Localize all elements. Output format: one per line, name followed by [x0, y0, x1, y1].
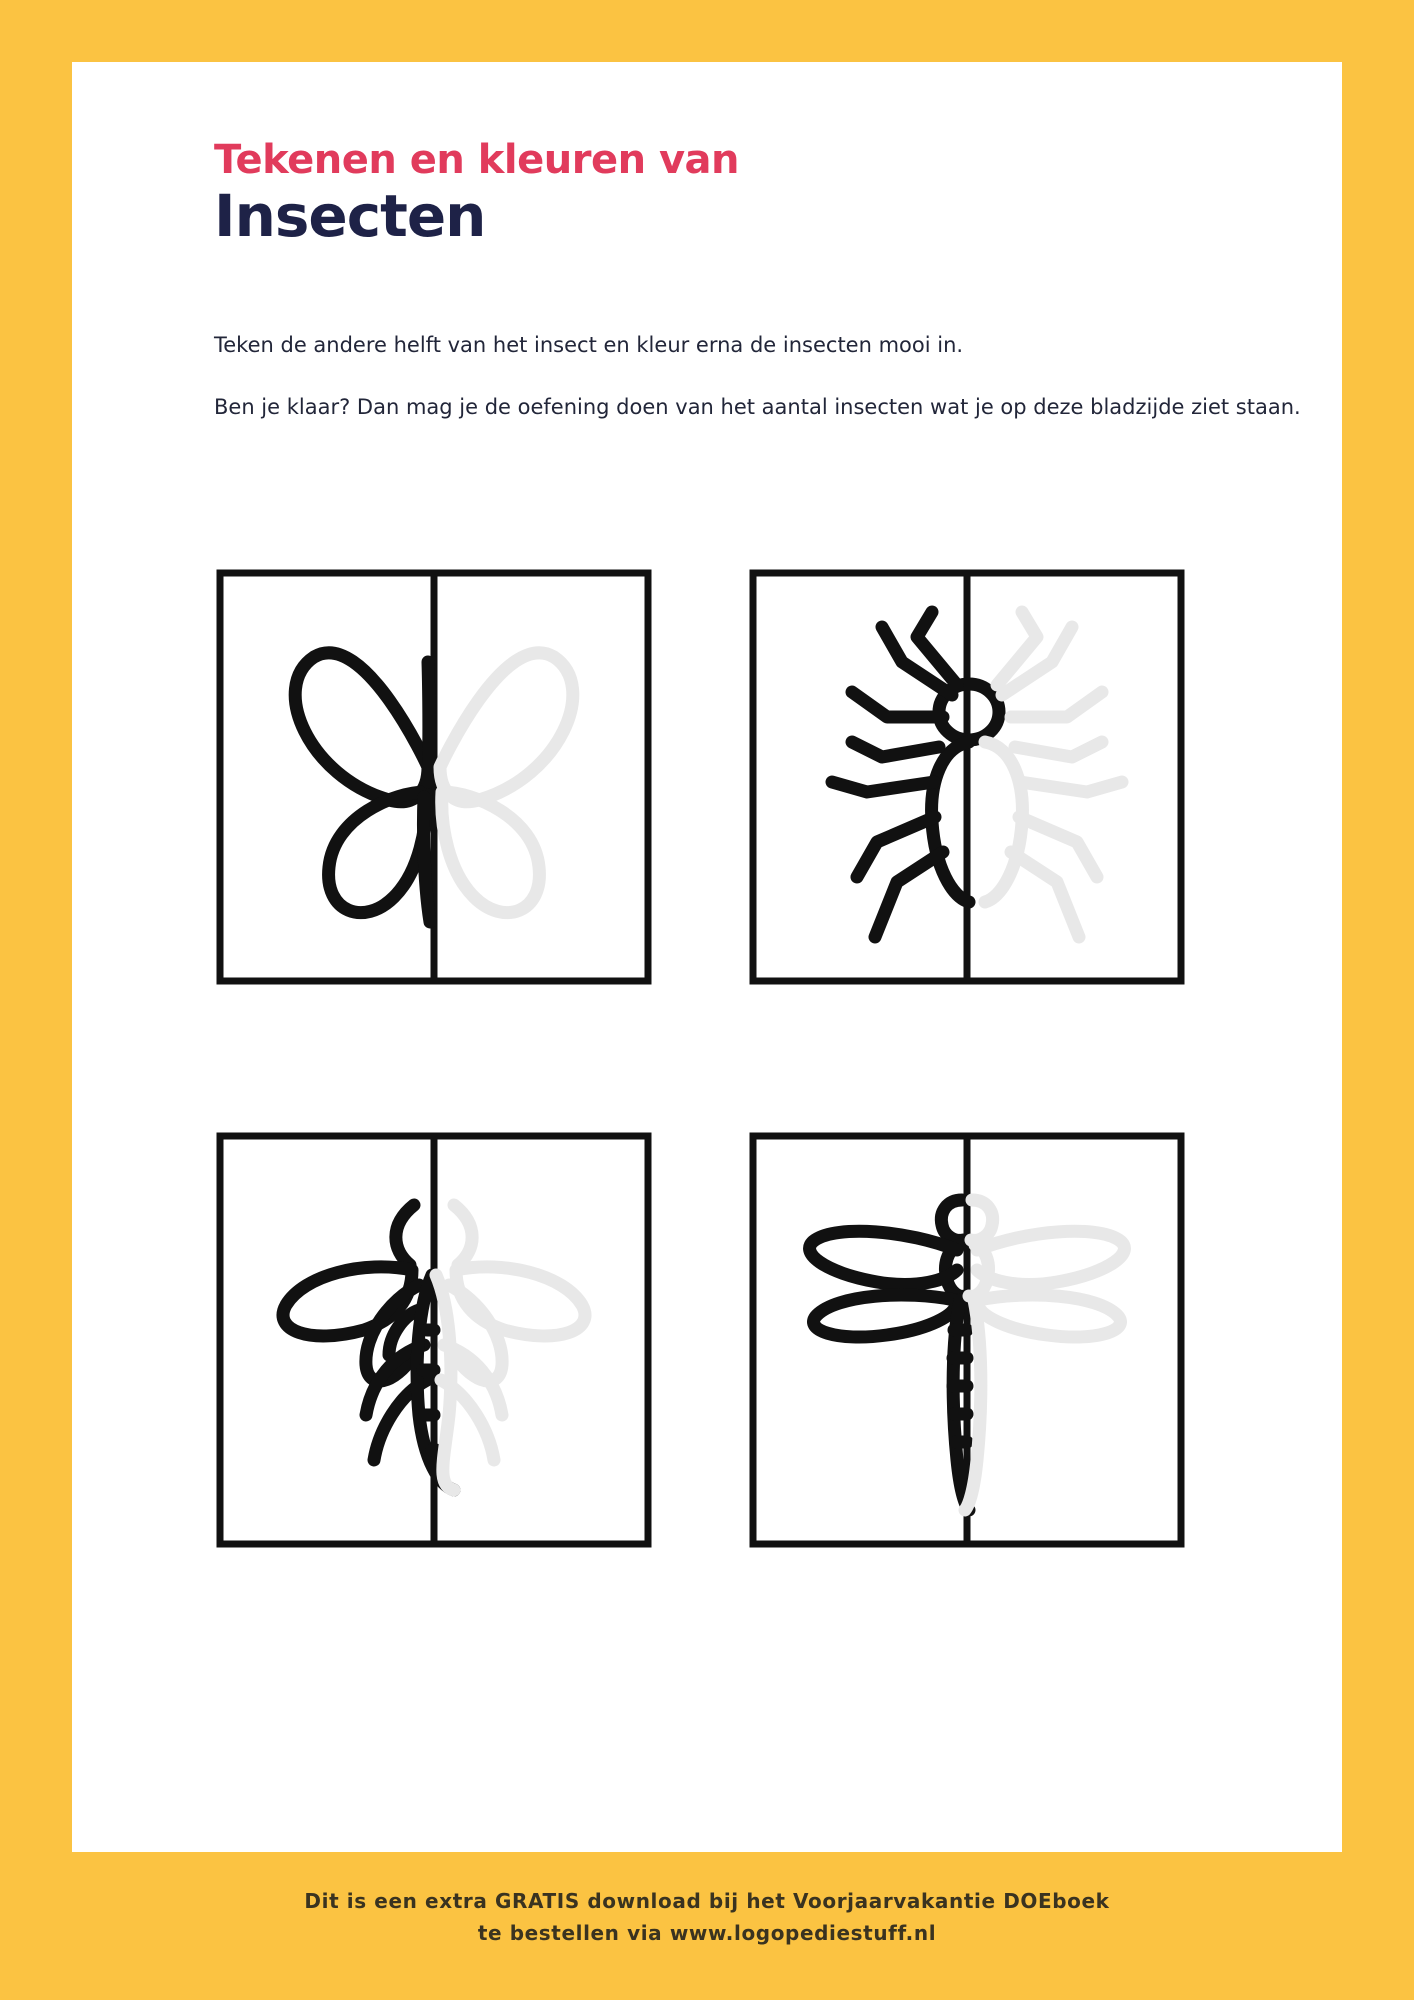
- footer: [0, 1885, 1414, 1949]
- exercise-cell-ant: [747, 567, 1187, 987]
- exercise-row-1: [214, 567, 1334, 987]
- exercise-row-2: [214, 1130, 1334, 1550]
- instructions: [214, 329, 1304, 424]
- paper-sheet: [72, 62, 1342, 1852]
- footer-line-1: Dit is een extra GRATIS download bij het Voorjaarvakantie DOEboek: [304, 1889, 1110, 1913]
- page-title: Insecten: [214, 182, 486, 250]
- instruction-line-1: Teken de andere helft van het insect en kleur erna de insecten mooi in.: [214, 332, 964, 357]
- page-title-top: Tekenen en kleuren van: [214, 137, 740, 183]
- header-block: [214, 137, 1324, 454]
- exercise-cell-dragonfly: [747, 1130, 1187, 1550]
- bee-frame: [220, 1136, 648, 1544]
- exercise-cell-bee: [214, 1130, 654, 1550]
- instruction-line-2: Ben je klaar? Dan mag je de oefening doen van het aantal insecten wat je op deze bladzijde ziet staan.: [214, 395, 1301, 420]
- exercise-cell-butterfly: [214, 567, 654, 987]
- exercise-grid: [214, 567, 1334, 1693]
- footer-line-2: te bestellen via www.logopediestuff.nl: [477, 1921, 937, 1945]
